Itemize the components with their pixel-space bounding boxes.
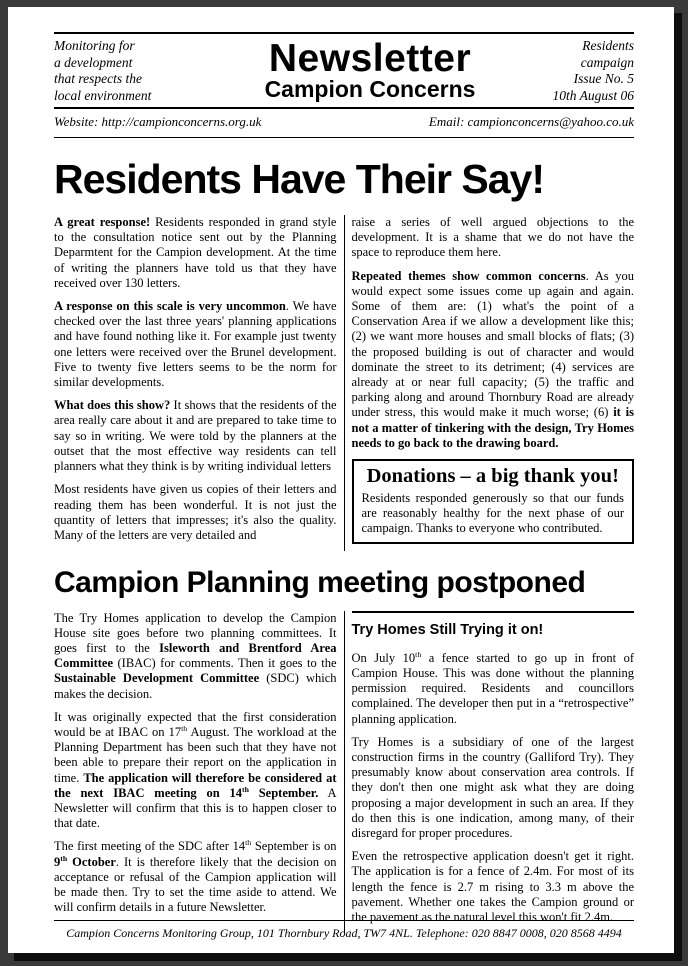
article2-left-column xyxy=(54,611,337,934)
paragraph: On July 10th a fence started to go up in front of Campion House. This was done without the planning permission required. Residents and councillors complained. The developer then put in a “retrospective” planning application. xyxy=(351,649,634,726)
article1-columns xyxy=(54,215,634,551)
article1-left-column xyxy=(54,215,337,551)
page-footer xyxy=(54,920,634,941)
footer-text: Campion Concerns Monitoring Group, 101 Thornbury Road, TW7 4NL. Telephone: 020 8847 0008, 020 8568 4494 xyxy=(66,926,622,940)
column-divider xyxy=(344,611,345,934)
issue-line: 10th August 06 xyxy=(552,87,634,103)
newsletter-subtitle: Campion Concerns xyxy=(264,76,476,103)
masthead-tagline xyxy=(54,38,224,104)
issue-line: Issue No. 5 xyxy=(573,71,634,86)
contact-row xyxy=(54,109,634,137)
paragraph: It was originally expected that the first consideration would be at IBAC on 17th August. The workload at the Planning Department has been such that they have not been able to prepare their report on the application in time. The application will therefore be considered at the next IBAC meeting on 14th September. A Newsletter will confirm that this is to happen closer to that date. xyxy=(54,709,337,831)
paragraph: Most residents have given us copies of their letters and reading them has been wonderful. It is not just the quantity of letters that impresses; it's also the quality. Many of the letters are very detailed and xyxy=(54,482,337,542)
newsletter-title: Newsletter xyxy=(268,37,472,80)
masthead xyxy=(54,34,634,107)
tagline-line: local environment xyxy=(54,87,152,103)
email-text: Email: campionconcerns@yahoo.co.uk xyxy=(428,114,634,129)
headline-planning-meeting-postponed: Campion Planning meeting postponed xyxy=(54,566,586,600)
paragraph: What does this show? It shows that the residents of the area really care about it and are prepared to take time to say so in writing. We were told by the planners at the outset that the most effective way residents can tell planners what they think is by writing individual letters xyxy=(54,398,337,474)
article2-right-column xyxy=(352,611,635,934)
paragraph: The first meeting of the SDC after 14th September is on 9th October. It is therefore likely that the decision on acceptance or refusal of the Campion application will be made then. Try to set the time aside to attend. We will confirm details in a future Newsletter. xyxy=(54,838,337,915)
article2-columns xyxy=(54,611,634,934)
issue-line: campaign xyxy=(580,54,634,70)
paragraph: A response on this scale is very uncommon. We have checked over the last three years' planning applications and have found nothing like it. For example just twenty one letters were received over the Brunel development. Five to twenty five letters seems to be the norm for similar developments. xyxy=(54,299,337,390)
contact-bottom-rule xyxy=(54,137,634,138)
website-text: Website: http://campionconcerns.org.uk xyxy=(54,114,262,129)
paragraph: Try Homes is a subsidiary of one of the largest construction firms in the country (Galliford Try). They presumably know about conservation area controls. If they don't then one might ask what they are doing proposing a major development in such an area. If they do then this is one indication, among many, of their disregard for proper procedures. xyxy=(351,734,634,841)
subheading-try-homes: Try Homes Still Trying it on! xyxy=(351,621,544,638)
paragraph: Repeated themes show common concerns. As you would expect some issues come up again and again. Some of them are: (1) what's the point of a Conservation Area if we allow a development like this; (2) we want more houses and small blocks of flats; (3) the proposed building is out of character and would dominate the street to its detriment; (4) services are already at or near full capacity; (5) the traffic and parking along and around Thornbury Road are already under stress, this would make it much worse; (6) it is not a matter of tinkering with the design, Try Homes needs to go back to the drawing board. xyxy=(351,268,635,450)
donations-body: Residents responded generously so that our funds are reasonably healthy for the next phase of our campaign. Thanks to everyone who contributed. xyxy=(361,490,624,536)
paragraph: The Try Homes application to develop the Campion House site goes before two planning committees. It goes first to the Isleworth and Brentford Area Committee (IBAC) for comments. Then it goes to the Sustainable Development Committee (SDC) which makes the decision. xyxy=(54,610,337,701)
tagline-line: a development xyxy=(54,54,133,70)
paragraph: A great response! Residents responded in grand style to the consultation notice sent out by the Planning Deparmtent for the Campion development. At the time of writing the planners have told us that they have received over 130 letters. xyxy=(54,215,337,290)
donations-title: Donations – a big thank you! xyxy=(366,465,619,488)
tagline-line: Monitoring for xyxy=(54,38,135,53)
masthead-issue-info xyxy=(516,38,634,104)
issue-line: Residents xyxy=(582,38,634,53)
article1-right-column xyxy=(352,215,635,551)
masthead-title-block xyxy=(224,38,516,104)
tagline-line: that respects the xyxy=(54,71,142,86)
newsletter-page xyxy=(8,7,674,953)
donations-box xyxy=(352,459,635,544)
column-divider xyxy=(344,215,345,551)
subheading-rule xyxy=(352,611,635,613)
paragraph: raise a series of well argued objections to the development. It is a shame that we do not have the space to reproduce them here. xyxy=(351,215,634,260)
paragraph: Even the retrospective application doesn't get it right. The application is for a fence of 2.4m. For most of its length the fence is 2.7 m rising to 3.3 m above the pavement. Whether one takes the Campion ground or the pavement as the natural level this won't fit 2.4m. xyxy=(351,849,634,925)
headline-residents-have-their-say: Residents Have Their Say! xyxy=(54,156,544,202)
